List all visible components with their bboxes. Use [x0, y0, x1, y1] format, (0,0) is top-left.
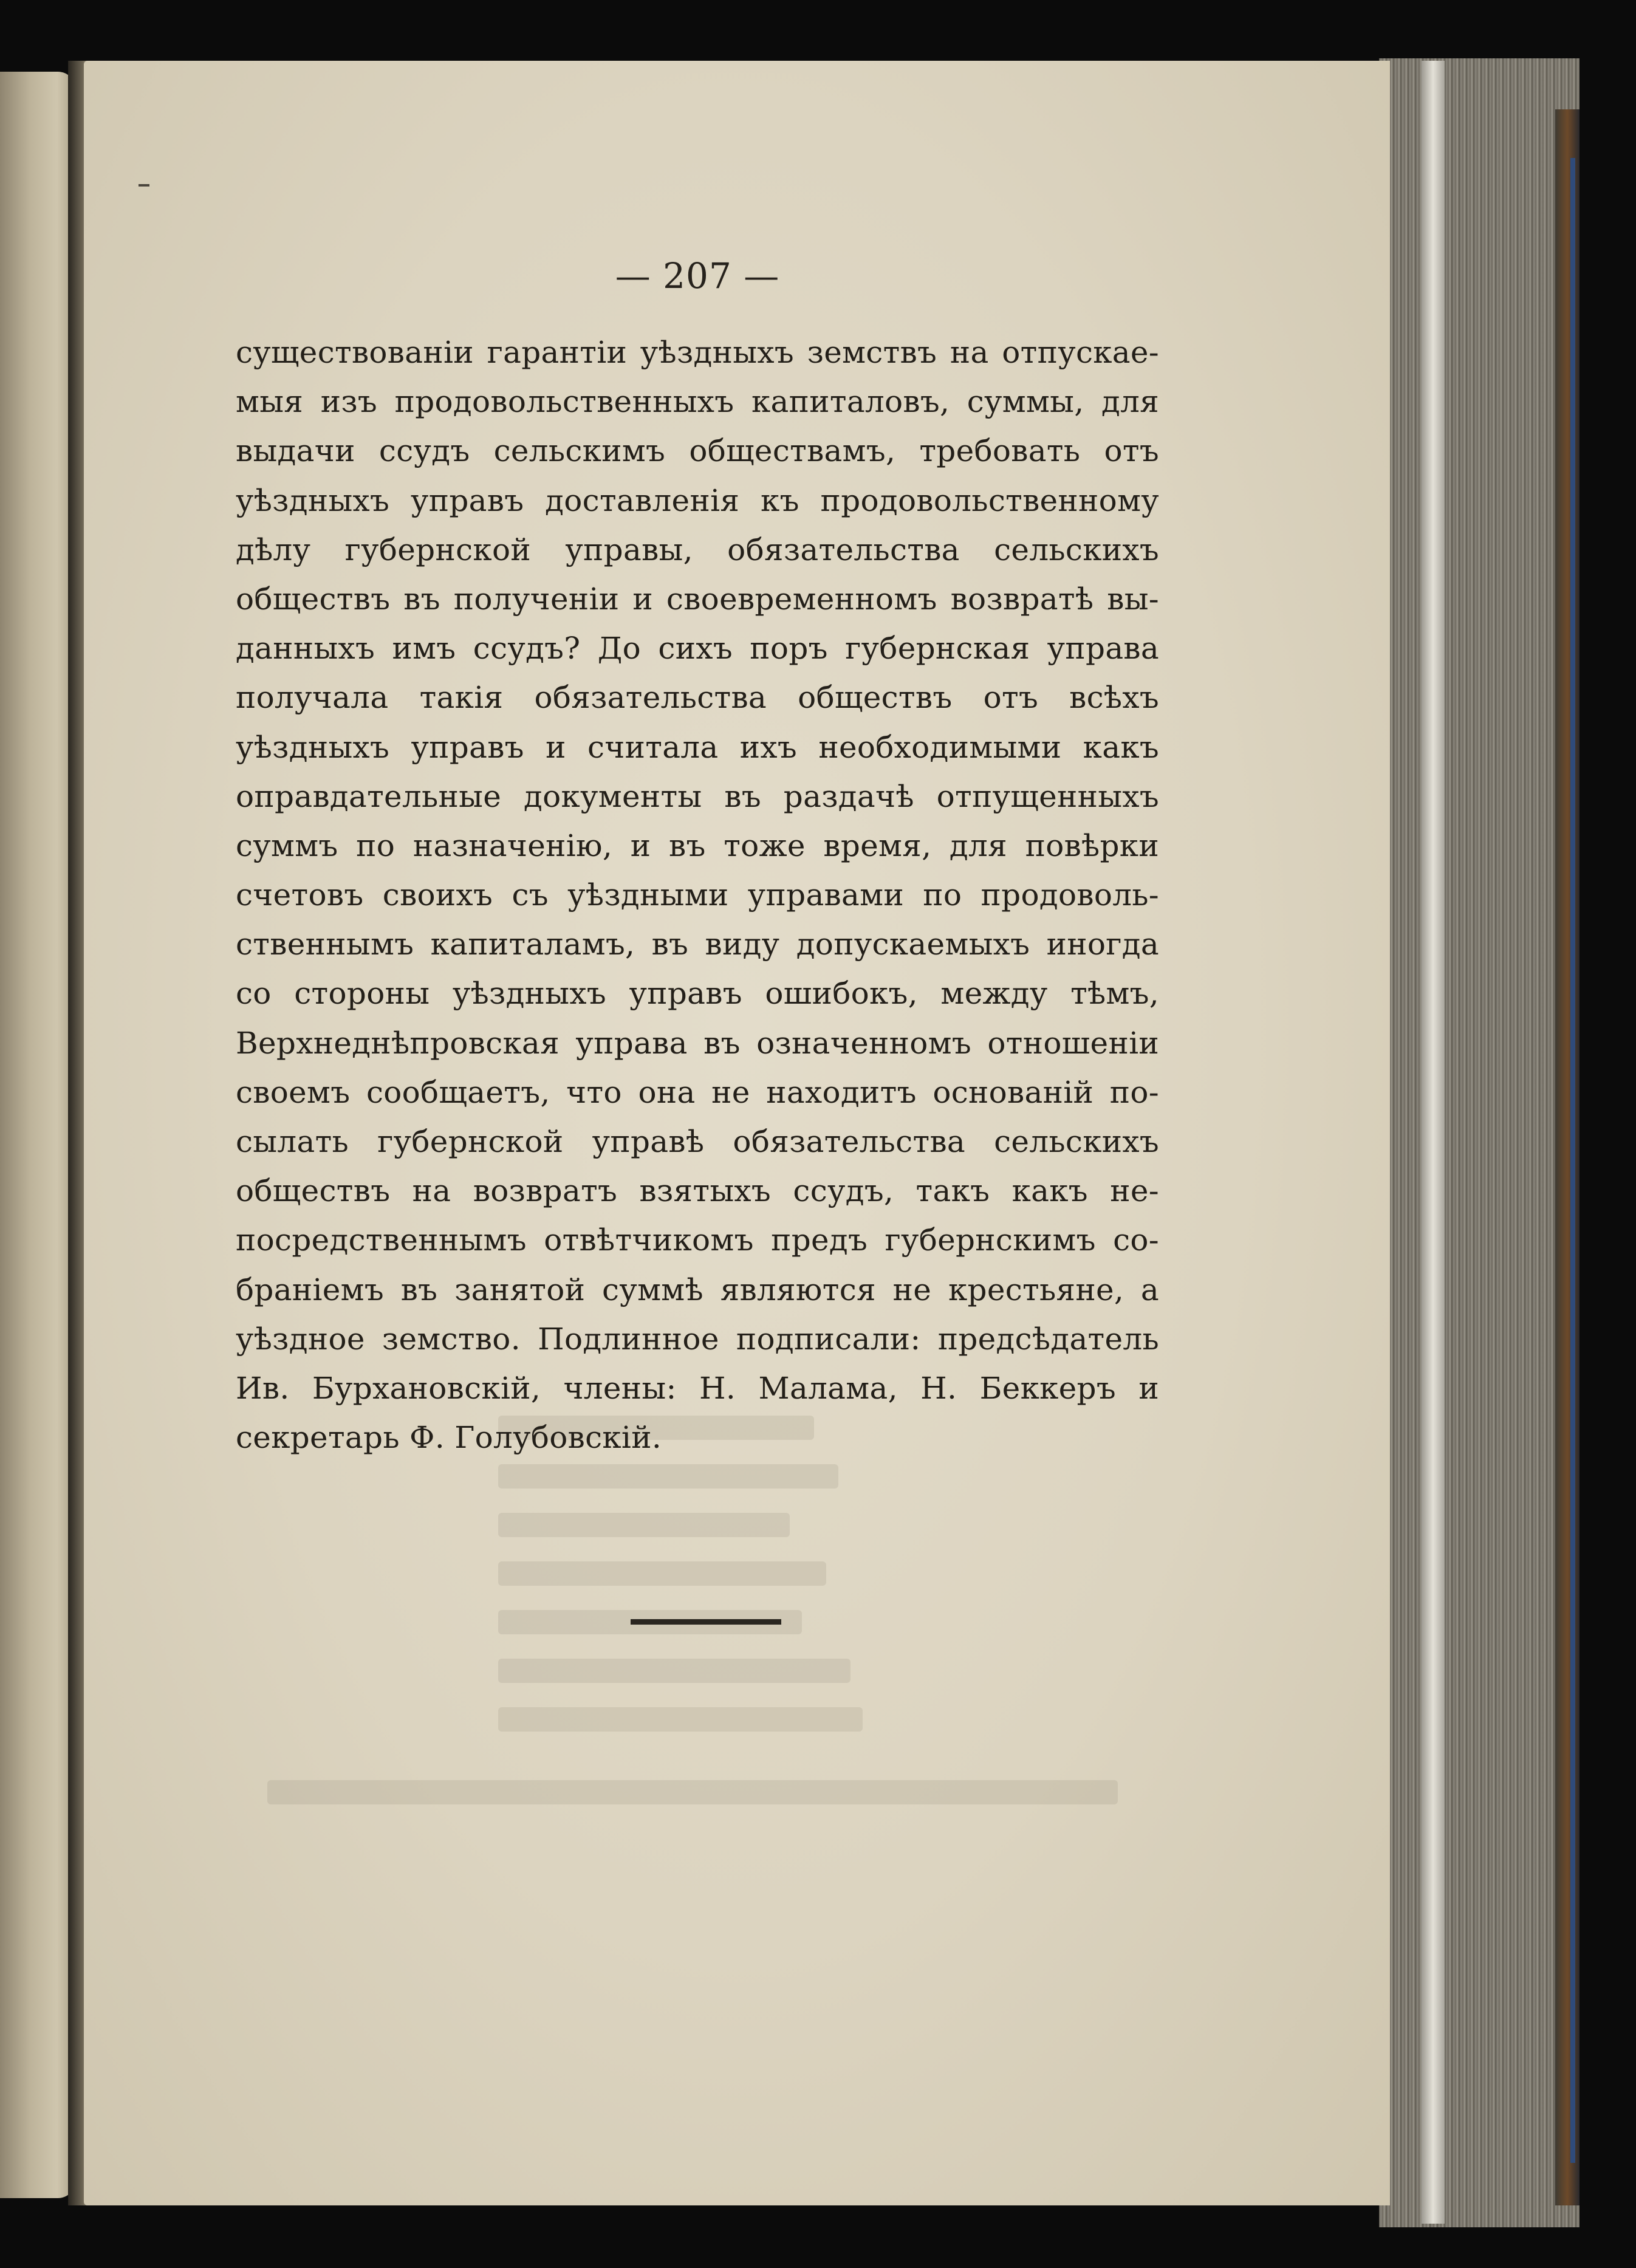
page-block-edge — [1379, 58, 1580, 2227]
section-end-rule — [631, 1619, 781, 1625]
text-line: обществъ на возвратъ взятыхъ ссудъ, такъ какъ не- — [236, 1173, 1159, 1209]
text-line: данныхъ имъ ссудъ? До сихъ поръ губернская управа — [236, 631, 1159, 666]
text-line: секретарь Ф. Голубовскій. — [236, 1420, 662, 1456]
book-cover-edge — [1555, 109, 1580, 2205]
margin-dash — [139, 184, 149, 187]
text-line: суммъ по назначенію, и въ тоже время, для повѣрки — [236, 827, 1159, 863]
text-line: уѣздное земство. Подлинное подписали: предсѣдатель — [236, 1321, 1159, 1357]
text-line: посредственнымъ отвѣтчикомъ предъ губернскимъ со- — [236, 1222, 1159, 1258]
text-line: существованіи гарантіи уѣздныхъ земствъ на отпускае- — [236, 335, 1159, 370]
text-line: мыя изъ продовольственныхъ капиталовъ, суммы, для — [236, 384, 1159, 420]
reverse-side-show-through — [243, 1416, 1154, 1841]
page-block-highlight — [1422, 61, 1445, 2224]
text-line: счетовъ своихъ съ уѣздными управами по продоволь- — [236, 877, 1159, 913]
text-line: уѣздныхъ управъ и считала ихъ необходимыми какъ — [236, 729, 1159, 765]
text-line: получала такія обязательства обществъ отъ всѣхъ — [236, 680, 1159, 716]
text-line: со стороны уѣздныхъ управъ ошибокъ, между тѣмъ, — [236, 976, 1159, 1012]
cover-cloth-strip — [1570, 158, 1575, 2163]
page-number: — 207 — — [615, 255, 780, 296]
left-page-edge — [0, 72, 76, 2198]
text-line: своемъ сообщаетъ, что она не находитъ основаній по- — [236, 1074, 1159, 1110]
body-text — [236, 328, 1159, 1462]
text-line: выдачи ссудъ сельскимъ обществамъ, требовать отъ — [236, 433, 1159, 469]
text-line: дѣлу губернской управы, обязательства сельскихъ — [236, 532, 1159, 567]
text-line: браніемъ въ занятой суммѣ являются не крестьяне, а — [236, 1272, 1159, 1307]
text-line: ственнымъ капиталамъ, въ виду допускаемыхъ иногда — [236, 927, 1159, 962]
text-line: обществъ въ полученіи и своевременномъ возвратѣ вы- — [236, 581, 1159, 617]
text-line: сылать губернской управѣ обязательства сельскихъ — [236, 1124, 1159, 1159]
text-line: Верхнеднѣпровская управа въ означенномъ отношеніи — [236, 1025, 1159, 1061]
text-line: Ив. Бурхановскій, члены: Н. Малама, Н. Беккеръ и — [236, 1370, 1159, 1406]
text-line: оправдательные документы въ раздачѣ отпущенныхъ — [236, 778, 1159, 814]
text-line: уѣздныхъ управъ доставленія къ продовольственному — [236, 482, 1159, 518]
